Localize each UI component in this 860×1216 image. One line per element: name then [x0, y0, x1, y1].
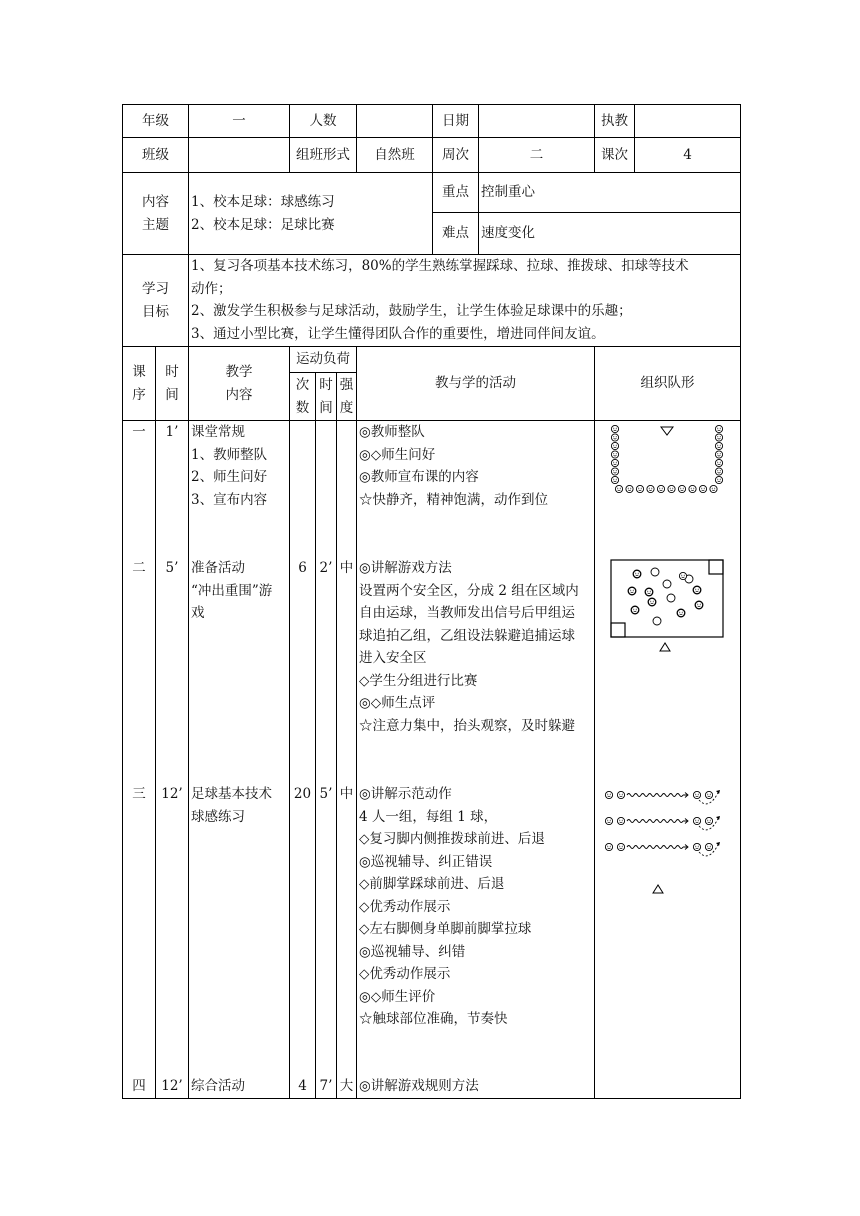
reps-column	[290, 421, 316, 1099]
student-face-icon	[689, 485, 696, 492]
col-time-header: 时 间	[156, 347, 189, 421]
grouping-label: 组班形式	[290, 138, 357, 173]
student-face-icon	[693, 817, 700, 824]
student-face-icon	[715, 459, 722, 466]
content-column	[189, 421, 290, 1099]
formation-column	[595, 421, 741, 1099]
section-time: 12’	[161, 786, 183, 802]
section-intensity: 大	[339, 1078, 354, 1094]
difficulty-label: 难点	[433, 213, 479, 255]
student-face-icon	[611, 459, 618, 466]
student-face-icon	[605, 843, 612, 850]
formation-game-field-diagram	[595, 557, 741, 657]
objective-line: 动作；	[191, 280, 232, 297]
col-content-header: 教学 内容	[189, 347, 290, 421]
student-face-icon	[628, 587, 635, 594]
section-intensity: 中	[339, 786, 354, 802]
lesson-plan-table	[122, 104, 741, 1099]
student-face-icon	[668, 485, 675, 492]
section-content: 足球基本技术 球感练习	[191, 786, 272, 825]
section-load-time: 5’	[319, 786, 333, 802]
col-load-time-header: 时 间	[316, 373, 337, 421]
dribble-path	[627, 820, 683, 823]
objective-line: 3、通过小型比赛，让学生懂得团队合作的重要性，增进同伴间友谊。	[191, 325, 605, 342]
objective-line: 1、复习各项基本技术练习，80%的学生熟练掌握踩球、拉球、推拨球、扣球等技术	[191, 258, 689, 274]
teacher-triangle-icon	[661, 427, 673, 435]
week-label: 周次	[433, 138, 479, 173]
content-item: 1、校本足球：球感练习	[191, 194, 335, 210]
content-label: 内容 主题	[123, 173, 189, 255]
activities-column	[357, 421, 595, 1099]
section-load-time: 7’	[319, 1078, 333, 1094]
ball-icon	[653, 617, 661, 625]
section-activities: ◎教师整队 ◎◇师生问好 ◎教师宣布课的内容 ☆快静齐，精神饱满，动作到位	[359, 424, 549, 508]
grade-value: 一	[189, 105, 290, 138]
time-column	[156, 421, 189, 1099]
key-value: 控制重心	[479, 173, 741, 213]
date-label: 日期	[433, 105, 479, 138]
student-face-icon	[693, 791, 700, 798]
people-value	[357, 105, 433, 138]
teacher-triangle-icon	[653, 885, 663, 893]
student-face-icon	[605, 791, 612, 798]
lesson-value: 4	[635, 138, 741, 173]
ball-icon	[651, 568, 659, 576]
objective-line: 2、激发学生积极参与足球活动，鼓励学生，让学生体验足球课中的乐趣；	[191, 303, 632, 319]
student-face-icon	[715, 451, 722, 458]
section-seq: 四	[132, 1078, 146, 1094]
student-face-icon	[705, 817, 712, 824]
student-face-icon	[636, 485, 643, 492]
student-face-icon	[611, 425, 618, 432]
section-content: 课堂常规 1、教师整队 2、师生问好 3、宣布内容	[191, 424, 268, 508]
ball-icon	[663, 580, 671, 588]
student-face-icon	[677, 609, 684, 616]
content-items	[189, 173, 433, 255]
student-face-icon	[679, 572, 686, 579]
section-seq: 一	[132, 424, 146, 440]
col-formation-header: 组织队形	[595, 347, 741, 421]
student-face-icon	[611, 442, 618, 449]
objectives-label: 学习 目标	[123, 255, 189, 347]
student-face-icon	[626, 485, 633, 492]
section-time: 5’	[165, 560, 179, 576]
safe-zone	[709, 560, 723, 574]
dribble-path	[627, 846, 683, 849]
student-face-icon	[715, 425, 722, 432]
student-face-icon	[617, 791, 624, 798]
teacher-value	[635, 105, 741, 138]
content-item: 2、校本足球：足球比赛	[191, 216, 335, 233]
student-face-icon	[615, 485, 622, 492]
section-reps: 6	[298, 560, 307, 576]
section-seq: 三	[132, 786, 146, 802]
col-load-header: 运动负荷	[290, 347, 357, 373]
key-label: 重点	[433, 173, 479, 213]
section-load-time: 2’	[319, 560, 333, 576]
section-activities: ◎讲解游戏规则方法	[359, 1078, 479, 1094]
section-activities: ◎讲解示范动作 4 人一组，每组 1 球， ◇复习脚内侧推拨球前进、后退 ◎巡视辅导、纠正错误 ◇前脚掌踩球前进、后退 ◇优秀动作展示 ◇左右脚侧身单脚前脚掌拉球 ◎巡视辅导、纠错 ◇优秀动作展示 ◎◇师生评价 ☆触球部位准确，节奏快	[359, 786, 545, 1027]
teacher-label: 执教	[595, 105, 635, 138]
student-face-icon	[715, 442, 722, 449]
student-face-icon	[645, 588, 652, 595]
dribble-path	[627, 794, 683, 797]
student-face-icon	[631, 606, 638, 613]
load-time-column	[316, 421, 337, 1099]
intensity-column	[337, 421, 357, 1099]
col-intensity-header: 强 度	[337, 373, 357, 421]
grouping-value: 自然班	[357, 138, 433, 173]
lesson-label: 课次	[595, 138, 635, 173]
formation-lineup-diagram	[595, 421, 741, 501]
col-reps-header: 次 数	[290, 373, 316, 421]
class-label: 班级	[123, 138, 189, 173]
date-value	[479, 105, 595, 138]
people-label: 人数	[290, 105, 357, 138]
student-face-icon	[705, 791, 712, 798]
student-face-icon	[693, 843, 700, 850]
student-face-icon	[611, 451, 618, 458]
section-content: 综合活动	[191, 1078, 245, 1094]
student-face-icon	[647, 485, 654, 492]
section-intensity: 中	[339, 560, 354, 576]
student-face-icon	[699, 485, 706, 492]
student-face-icon	[617, 843, 624, 850]
section-reps: 20	[293, 786, 312, 802]
student-face-icon	[633, 570, 640, 577]
section-content: 准备活动 “冲出重围”游 戏	[191, 560, 273, 621]
student-face-icon	[695, 601, 702, 608]
student-face-icon	[710, 485, 717, 492]
objectives-text	[189, 255, 741, 347]
student-face-icon	[715, 476, 722, 483]
seq-column	[123, 421, 156, 1099]
ball-icon	[667, 594, 675, 602]
student-face-icon	[715, 468, 722, 475]
teacher-triangle-icon	[660, 643, 670, 651]
student-face-icon	[705, 843, 712, 850]
student-face-icon	[678, 485, 685, 492]
section-time: 12’	[161, 1078, 183, 1094]
section-seq: 二	[132, 560, 146, 576]
week-value: 二	[479, 138, 595, 173]
grade-label: 年级	[123, 105, 189, 138]
student-face-icon	[605, 817, 612, 824]
difficulty-value: 速度变化	[479, 213, 741, 255]
col-activities-header: 教与学的活动	[357, 347, 595, 421]
section-activities: ◎讲解游戏方法 设置两个安全区，分成 2 组在区域内 自由运球，当教师发出信号后甲组运 球追拍乙组，乙组设法躲避追捕运球 进入安全区 ◇学生分组进行比赛 ◎◇师生点评 ☆注意力集中，抬头观察，及时躲避	[359, 560, 579, 734]
formation-dribble-lanes-diagram	[595, 783, 741, 899]
section-reps: 4	[298, 1078, 307, 1094]
student-face-icon	[648, 598, 655, 605]
student-face-icon	[611, 434, 618, 441]
section-time: 1’	[165, 424, 179, 440]
safe-zone	[611, 623, 625, 637]
student-face-icon	[611, 468, 618, 475]
student-face-icon	[693, 586, 700, 593]
student-face-icon	[715, 434, 722, 441]
student-face-icon	[611, 476, 618, 483]
student-face-icon	[617, 817, 624, 824]
student-face-icon	[657, 485, 664, 492]
class-value	[189, 138, 290, 173]
col-seq-header: 课 序	[123, 347, 156, 421]
